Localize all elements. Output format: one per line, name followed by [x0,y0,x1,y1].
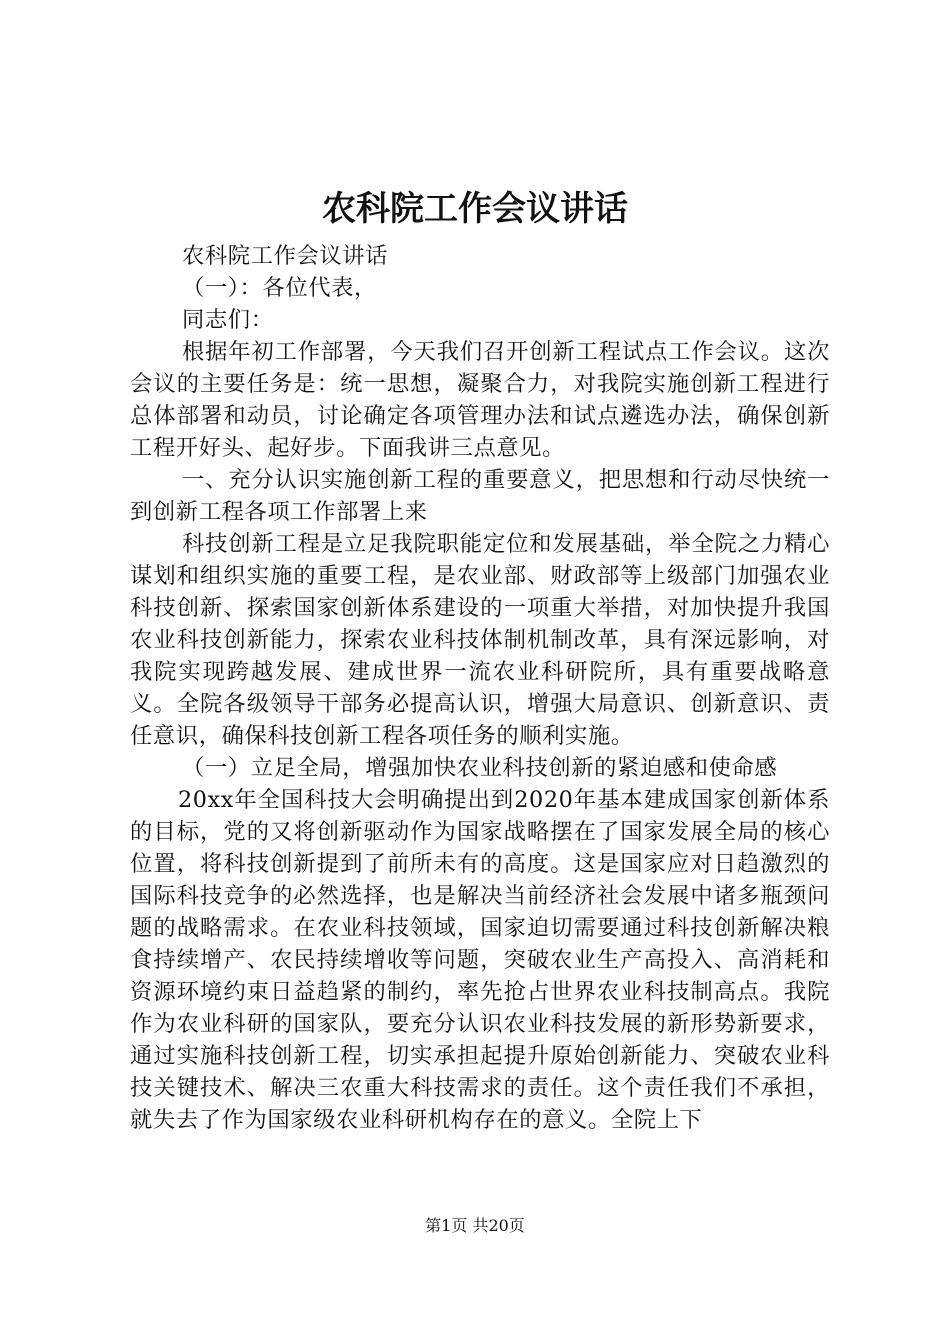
paragraph-subtitle: 农科院工作会议讲话 [182,243,389,269]
paragraph-section-body: 科技创新工程是立足我院职能定位和发展基础，举全院之力精心谋划和组织实施的重要工程，是农业部、财政部等上级部门加强农业科技创新、探索国家创新体系建设的一项重大举措，对加快提升我国农业科技创新能力，探索农业科技体制机制改革，具有深远影响，对我院实现跨越发展、建成世界一流农业科研院所，具有重要战略意义。全院各级领导干部务必提高认识，增强大局意识、创新意识、责任意识，确保科技创新工程各项任务的顺利实施。 [130,531,830,749]
page-footer: 第1页 共20页 [425,1216,525,1235]
paragraph-subsection-heading: （一）立足全局，增强加快农业科技创新的紧迫感和使命感 [182,755,778,781]
paragraph-intro: 根据年初工作部署，今天我们召开创新工程试点工作会议。这次会议的主要任务是：统一思想，凝聚合力，对我院实施创新工程进行总体部署和动员，讨论确定各项管理办法和试点遴选办法，确保创新工程开好头、起好步。下面我讲三点意见。 [130,339,830,461]
paragraph-subsection-body: 20xx年全国科技大会明确提出到2020年基本建成国家创新体系的目标，党的又将创新驱动作为国家战略摆在了国家发展全局的核心位置，将科技创新提到了前所未有的高度。这是国家应对日趋激烈的国际科技竞争的必然选择，也是解决当前经济社会发展中诸多瓶颈问题的战略需求。在农业科技领域，国家迫切需要通过科技创新解决粮食持续增产、农民持续增收等问题，突破农业生产高投入、高消耗和资源环境约束日益趋紧的制约，率先抢占世界农业科技制高点。我院作为农业科研的国家队，要充分认识农业科技发展的新形势新要求，通过实施科技创新工程，切实承担起提升原始创新能力、突破农业科技关键技术、解决三农重大科技需求的责任。这个责任我们不承担，就失去了作为国家级农业科研机构存在的意义。全院上下 [130,787,830,1133]
document-body [130,240,830,1136]
paragraph-salutation: （一）：各位代表， [182,275,377,301]
paragraph-section-heading: 一、充分认识实施创新工程的重要意义，把思想和行动尽快统一到创新工程各项工作部署上来 [130,467,830,525]
document-title: 农科院工作会议讲话 [322,189,628,229]
paragraph-greeting: 同志们： [182,307,274,333]
